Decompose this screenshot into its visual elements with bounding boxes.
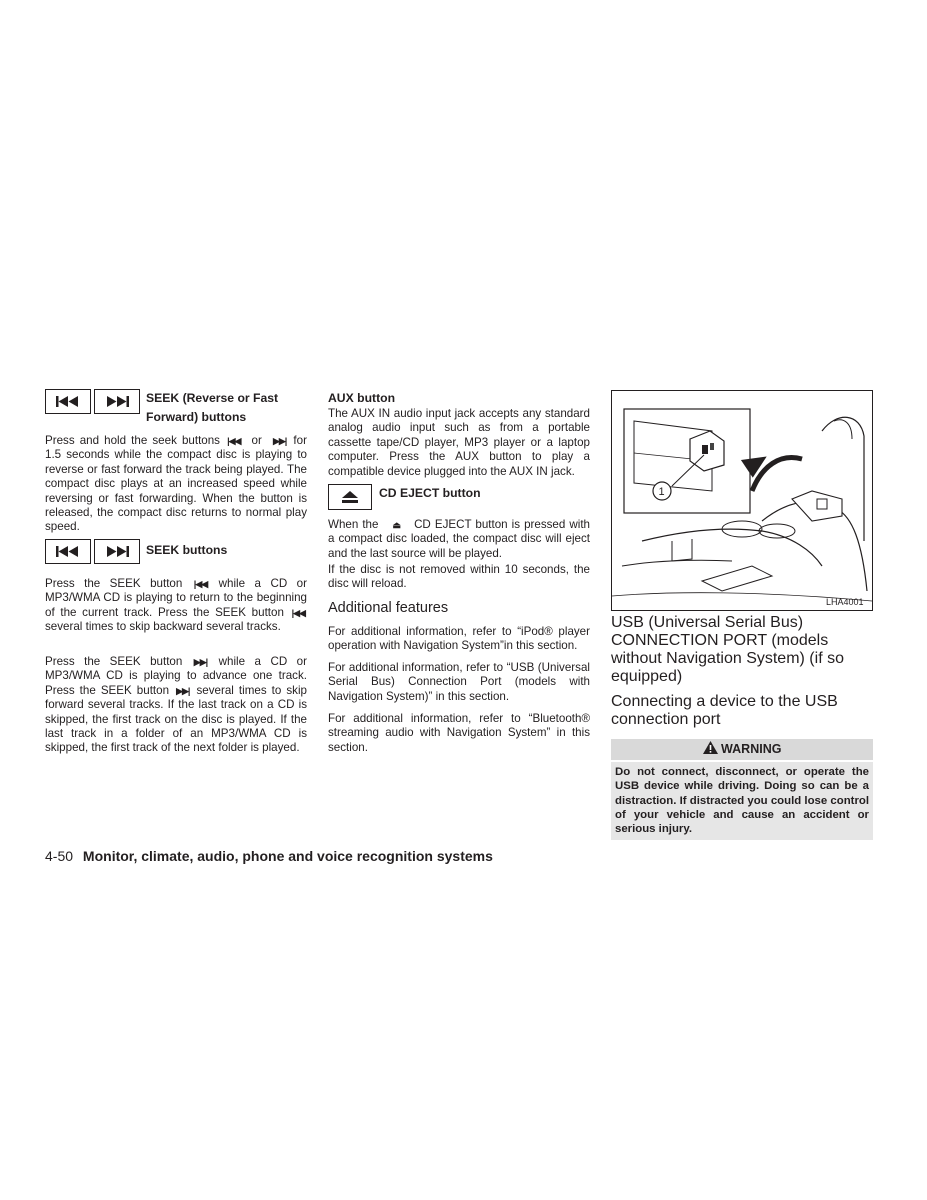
usb-port-figure	[611, 390, 873, 611]
aux-paragraph: The AUX IN audio input jack accepts any standard analog audio input such as from a portable cassette tape/CD player, MP3 player or a laptop computer. Press the AUX button to play a compatible device plugged into the AUX IN jack.	[328, 407, 590, 478]
warning-header	[611, 739, 873, 760]
fast-forward-icon	[105, 546, 129, 557]
seek-p2-text-a: Press the SEEK button	[45, 655, 183, 668]
eject-icon: ⏏	[392, 520, 401, 530]
seek-p2-text-b: while a CD or MP3/WMA CD is playing to advance one track. Press the SEEK button	[45, 655, 307, 697]
warning-title-row	[611, 739, 873, 760]
aux-heading: AUX button	[328, 391, 396, 405]
fast-forward-icon	[105, 396, 129, 407]
center-console-illustration	[612, 391, 872, 610]
seek-rf-text-b: or	[251, 434, 262, 447]
rewind-icon: |◀◀	[291, 607, 305, 618]
additional-paragraph-1: For additional information, refer to “iPod® player operation with Navigation System”in this section.	[328, 625, 590, 653]
rewind-icon	[56, 396, 80, 407]
connecting-heading: Connecting a device to the USB connection port	[611, 693, 838, 728]
warning-text: Do not connect, disconnect, or operate the USB device while driving. Doing so can be a distraction. If distracted you could lose control of your vehicle and cause an accident or serious injury.	[615, 766, 869, 836]
page-number: 4-50	[45, 848, 74, 864]
seek-heading: SEEK buttons	[146, 543, 228, 557]
eject-paragraph-1	[328, 518, 590, 561]
seek-p2-text-c: several times to skip forward several tracks. If the last track on a CD is skipped, the first track on the disc is played. If the last track in a folder of an MP3/WMA CD is skipped, the first track of the next folder is played.	[45, 683, 307, 755]
warning-title: WARNING	[721, 742, 782, 756]
rewind-button-illustration	[45, 539, 91, 564]
warning-triangle-icon	[703, 741, 718, 754]
fast-forward-button-illustration	[94, 389, 140, 414]
seek-p1-text-c: several times to skip backward several tracks.	[45, 620, 281, 634]
eject-p1-text-a: When the	[328, 518, 379, 531]
section-title: Monitor, climate, audio, phone and voice recognition systems	[82, 848, 493, 864]
eject-heading: CD EJECT button	[379, 486, 481, 500]
eject-paragraph-2: If the disc is not removed within 10 seconds, the disc will reload.	[328, 563, 590, 591]
figure-label: LHA4001	[826, 597, 864, 607]
page-footer	[45, 847, 493, 865]
callout-1: 1	[658, 486, 665, 498]
eject-p1-text-b: CD EJECT button is pressed with a compact disc loaded, the compact disc will eject and the last source will be played.	[328, 518, 590, 560]
seek-rf-heading-line1: SEEK (Reverse or Fast	[146, 391, 279, 405]
seek-rf-text-c: for 1.5 seconds while the compact disc is playing to reverse or fast forward the track being played. The compact disc plays at an increased speed while reversing or fast forwarding. When the button is released, the compact disc returns to normal play speed.	[45, 434, 307, 534]
additional-paragraph-3: For additional information, refer to “Bluetooth® streaming audio with Navigation System” in this section.	[328, 712, 590, 754]
additional-features-heading: Additional features	[328, 600, 449, 616]
usb-port-heading: USB (Universal Serial Bus) CONNECTION PORT (models without Navigation System) (if so equipped)	[611, 614, 844, 685]
eject-icon	[342, 491, 358, 503]
seek-paragraph-2	[45, 655, 307, 756]
fast-forward-button-illustration	[94, 539, 140, 564]
seek-paragraph-1	[45, 577, 307, 635]
fast-forward-icon: ▶▶|	[176, 685, 190, 696]
additional-paragraph-2: For additional information, refer to “USB (Universal Serial Bus) Connection Port (models with Navigation System)” in this section.	[328, 661, 590, 703]
seek-rf-paragraph	[45, 434, 307, 535]
fast-forward-icon: ▶▶|	[272, 436, 287, 446]
seek-p1-text-b: while a CD or MP3/WMA CD is playing to return to the beginning of the current track. Press the SEEK button	[45, 577, 307, 619]
seek-p1-text-a: Press the SEEK button	[45, 577, 183, 590]
eject-button-illustration	[328, 484, 372, 510]
seek-rf-heading	[146, 389, 307, 427]
fast-forward-icon: ▶▶|	[193, 657, 208, 667]
rewind-icon	[56, 546, 80, 557]
seek-rf-heading-line2: Forward) buttons	[146, 410, 247, 424]
rewind-icon: |◀◀	[227, 436, 241, 446]
warning-body	[611, 762, 873, 840]
seek-rf-text-a: Press and hold the seek buttons	[45, 434, 220, 447]
rewind-button-illustration	[45, 389, 91, 414]
rewind-icon: |◀◀	[193, 579, 208, 589]
